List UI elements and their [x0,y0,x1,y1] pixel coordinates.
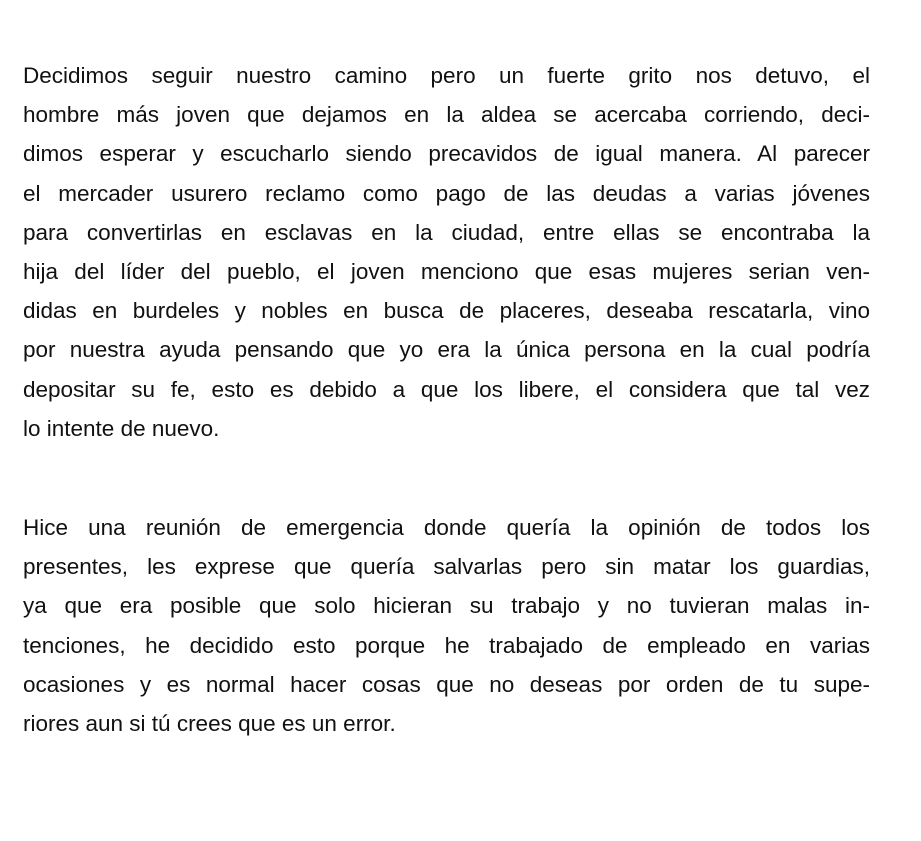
paragraph-line: para convertirlas en esclavas en la ciudad, entre ellas se encontraba la [23,219,870,245]
paragraph-line: el mercader usurero reclamo como pago de las deudas a varias jóvenes [23,180,870,206]
paragraph-2 [23,508,870,743]
paragraph-line: lo intente de nuevo. [23,415,220,441]
paragraph-line: depositar su fe, esto es debido a que los libere, el considera que tal vez [23,376,870,402]
paragraph-line: didas en burdeles y nobles en busca de placeres, deseaba rescatarla, vino [23,298,870,324]
paragraph-line: hombre más joven que dejamos en la aldea se acercaba corriendo, deci- [23,102,870,128]
paragraph-line: por nuestra ayuda pensando que yo era la única persona en la cual podría [23,337,870,363]
paragraph-line: tenciones, he decidido esto porque he trabajado de empleado en varias [23,632,870,658]
paragraph-1 [23,56,870,448]
paragraph-line: dimos esperar y escucharlo siendo precavidos de igual manera. Al parecer [23,141,870,167]
paragraph-line: ocasiones y es normal hacer cosas que no deseas por orden de tu supe- [23,671,870,697]
paragraph-line: Decidimos seguir nuestro camino pero un fuerte grito nos detuvo, el [23,63,870,88]
paragraph-line: riores aun si tú crees que es un error. [23,710,396,736]
paragraph-line: hija del líder del pueblo, el joven menciono que esas mujeres serian ven- [23,258,870,284]
paragraph-line: presentes, les exprese que quería salvarlas pero sin matar los guardias, [23,554,870,580]
paragraph-line: ya que era posible que solo hicieran su trabajo y no tuvieran malas in- [23,593,870,619]
paragraph-line: Hice una reunión de emergencia donde quería la opinión de todos los [23,515,870,540]
